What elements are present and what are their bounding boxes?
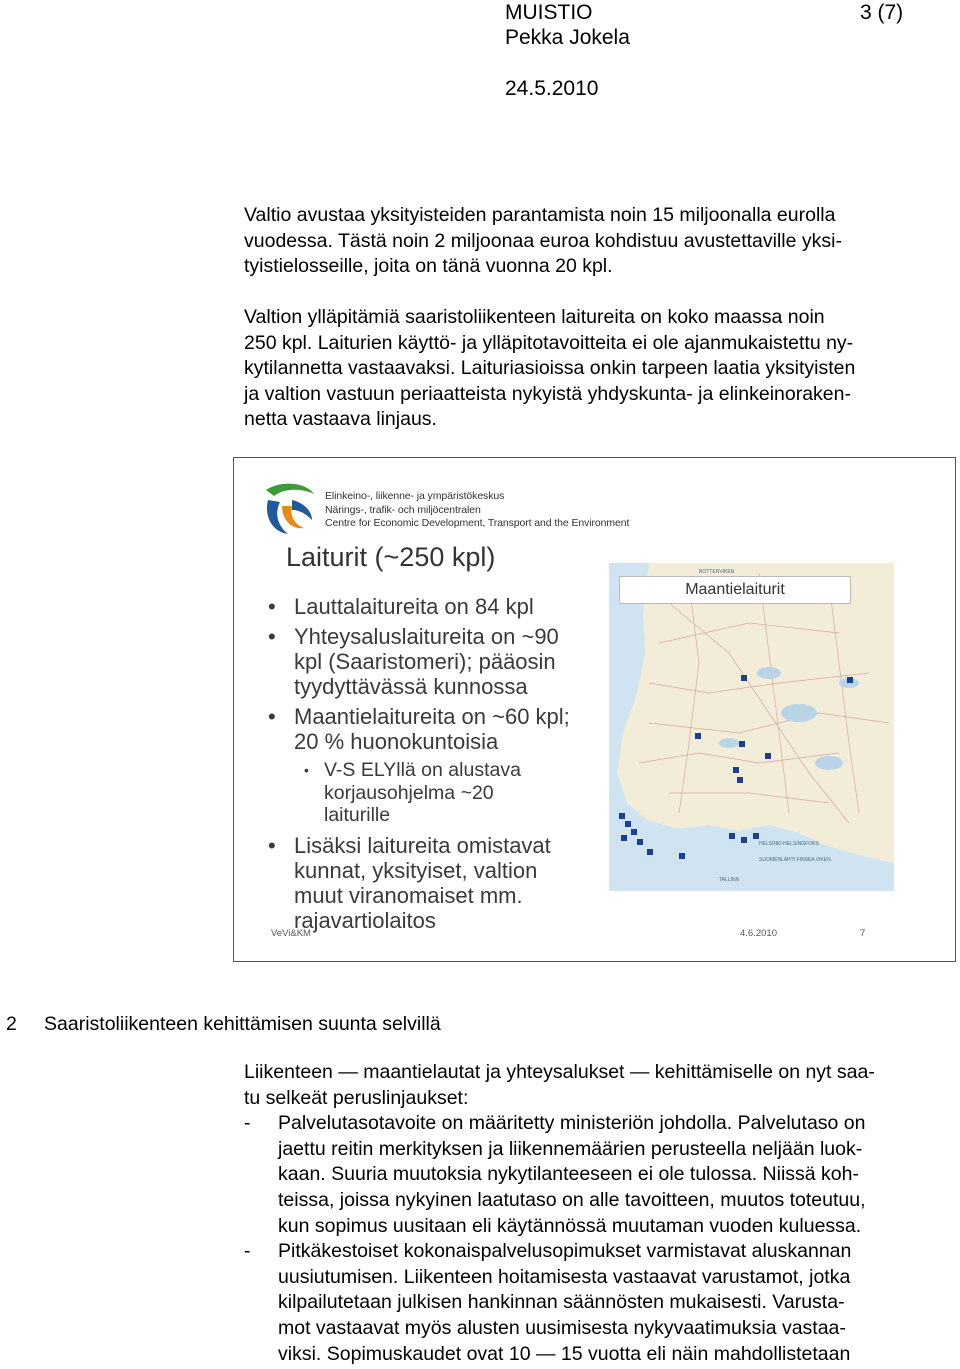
text-line: tu selkeät peruslinjaukset: xyxy=(244,1086,469,1109)
slide-bullet xyxy=(268,704,604,754)
text-line: Pitkäkestoiset kokonaispalvelusopimukset varmistavat aluskannan xyxy=(278,1240,852,1263)
org-name-en: Centre for Economic Development, Transport and the Environment xyxy=(325,517,630,529)
bullet-line: rajavartiolaitos xyxy=(294,908,436,933)
text-line: teissa, joissa nykyinen laatutaso on alle tavoitteen, muutos toteutuu, xyxy=(278,1188,866,1211)
section-number: 2 xyxy=(6,1013,17,1035)
section-title: Saaristoliikenteen kehittämisen suunta selvillä xyxy=(44,1013,441,1035)
text-line: kaan. Suuria muutoksia nykytilanteeseen ei ole tulossa. Niissä koh- xyxy=(278,1163,859,1186)
text-line: tyistielosseille, joita on tänä vuonna 20 kpl. xyxy=(244,255,613,278)
slide-footer-left: VeVi&KM xyxy=(271,928,311,939)
map-place-label: BOTTENVIKEN xyxy=(699,569,735,575)
author: Pekka Jokela xyxy=(505,26,630,49)
map-label: Maantielaiturit xyxy=(619,576,851,604)
text-line: Liikenteen — maantielautat ja yhteysalukset — kehittämiselle on nyt saa- xyxy=(244,1061,875,1083)
bullet-dot: • xyxy=(268,833,276,858)
bullet-line: Maantielaitureita on ~60 kpl; xyxy=(294,704,570,729)
embedded-slide xyxy=(233,457,956,962)
doc-type: MUISTIO xyxy=(505,1,593,24)
text-line: Valtio avustaa yksityisteiden parantamista noin 15 miljoonalla eurolla xyxy=(244,204,836,226)
map-place-label: TALLINN xyxy=(719,877,740,883)
bullet-line: 20 % huonokuntoisia xyxy=(294,729,499,754)
bullet-line: korjausohjelma ~20 xyxy=(324,781,494,804)
intro-paragraph-1 xyxy=(244,203,944,280)
text-line: Palvelutasotavoite on määritetty ministeriön johdolla. Palvelutaso on xyxy=(278,1112,866,1135)
org-name-sv: Närings-, trafik- och miljöcentralen xyxy=(325,504,481,516)
bullet-line: muut viranomaiset mm. xyxy=(294,883,523,908)
text-line: ja valtion vastuun periaatteista nykyistä yhdyskunta- ja elinkeinoraken- xyxy=(244,382,851,405)
bullet-line: tyydyttävässä kunnossa xyxy=(294,674,528,699)
section-body xyxy=(244,1060,954,1367)
intro-paragraph-2 xyxy=(244,305,944,433)
text-line: jaettu reitin merkityksen ja liikennemäärien perusteella neljään luok- xyxy=(278,1137,863,1160)
bullet-dot: • xyxy=(304,762,309,778)
text-line: kilpailutetaan julkisen hankinnan säännösten mukaisesti. Varusta- xyxy=(278,1291,845,1314)
list-item xyxy=(244,1239,954,1367)
bullet-dot: • xyxy=(268,624,276,649)
bullet-line: kpl (Saaristomeri); pääosin xyxy=(294,649,556,674)
map-place-label: SUOMENLAHTI FINSKA VIKEN xyxy=(759,857,831,863)
slide-title: Laiturit (~250 kpl) xyxy=(286,542,496,572)
org-name-fi: Elinkeino-, liikenne- ja ympäristökeskus xyxy=(325,490,505,502)
text-line: viksi. Sopimuskaudet ovat 10 — 15 vuotta eli näin mahdollistetaan xyxy=(278,1342,851,1365)
text-line: netta vastaava linjaus. xyxy=(244,408,437,431)
text-line: mot vastaavat myös alusten uusimisesta nykyvaatimuksia vastaa- xyxy=(278,1316,846,1339)
text-line: uusiutumisen. Liikenteen hoitamisesta vastaavat varustamot, jotka xyxy=(278,1265,851,1288)
slide-bullet xyxy=(268,594,604,619)
slide-bullet xyxy=(268,833,604,933)
list-dash: - xyxy=(244,1240,251,1263)
bullet-line: laiturille xyxy=(324,804,391,826)
text-line: vuodessa. Tästä noin 2 miljoonaa euroa kohdistuu avustettaville yksi- xyxy=(244,229,842,252)
page-number: 3 (7) xyxy=(860,1,904,24)
slide-footer-date: 4.6.2010 xyxy=(740,928,777,939)
ely-logo-icon xyxy=(262,480,318,536)
slide-sub-bullet xyxy=(304,759,584,827)
map-place-label: HELSINKI HELSINGFORS xyxy=(759,841,820,847)
list-dash: - xyxy=(244,1112,251,1135)
bullet-line: Lauttalaitureita on 84 kpl xyxy=(294,594,534,619)
list-item xyxy=(244,1111,954,1239)
text-line: Valtion ylläpitämiä saaristoliikenteen laitureita on koko maassa noin xyxy=(244,306,825,328)
slide-bullet xyxy=(268,624,604,699)
bullet-line: kunnat, yksityiset, valtion xyxy=(294,858,538,883)
bullet-dot: • xyxy=(268,704,276,729)
slide-footer-page: 7 xyxy=(860,928,866,939)
bullet-dot: • xyxy=(268,594,276,619)
text-line: kytilannetta vastaavaksi. Laituriasioissa onkin tarpeen laatia yksityisten xyxy=(244,357,856,380)
map-image xyxy=(609,563,894,891)
text-line: 250 kpl. Laiturien käyttö- ja ylläpitotavoitteita ei ole ajanmukaistettu ny- xyxy=(244,331,854,354)
doc-date: 24.5.2010 xyxy=(505,77,599,100)
text-line: kun sopimus uusitaan eli käytännössä muutaman vuoden kuluessa. xyxy=(278,1214,862,1237)
map-land xyxy=(617,563,894,863)
bullet-line: Yhteysaluslaitureita on ~90 xyxy=(294,624,559,649)
bullet-line: V-S ELYllä on alustava xyxy=(324,759,521,781)
bullet-line: Lisäksi laitureita omistavat xyxy=(294,833,551,858)
